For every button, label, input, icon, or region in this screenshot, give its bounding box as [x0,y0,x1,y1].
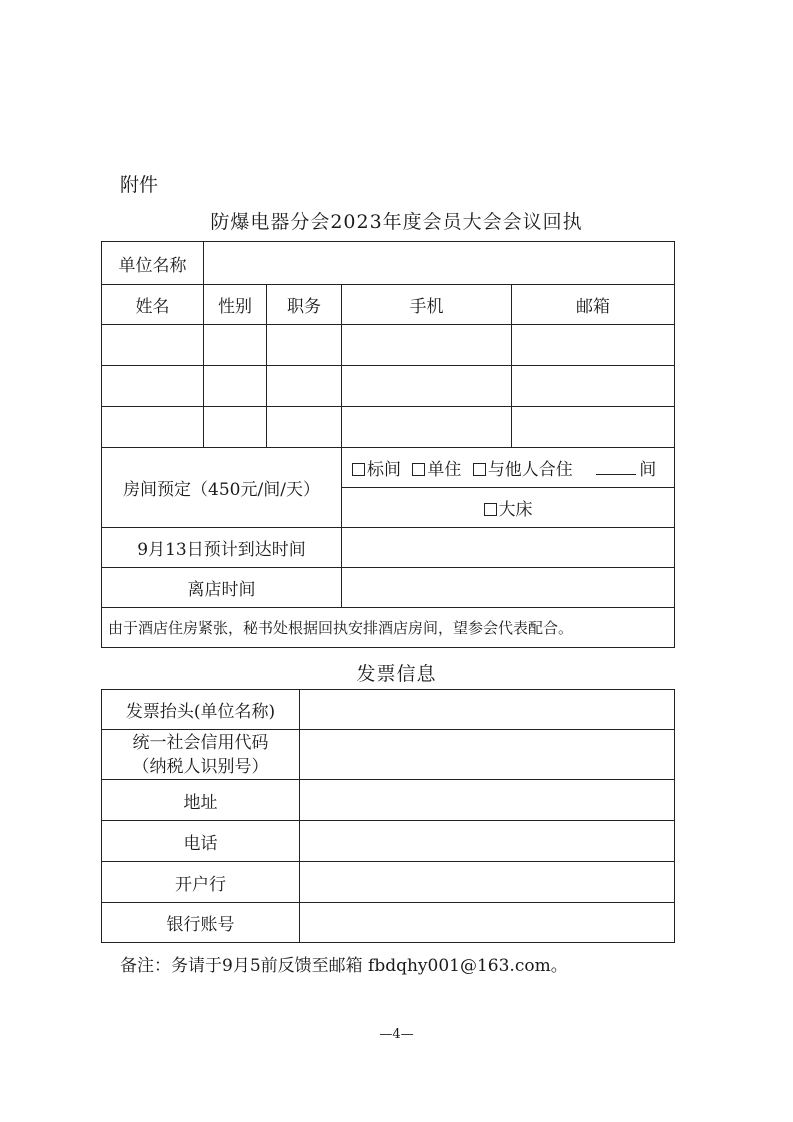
king-bed-option [342,488,675,528]
unit-name-field[interactable] [204,242,675,285]
hotel-note: 由于酒店住房紧张，秘书处根据回执安排酒店房间，望参会代表配合。 [102,608,675,648]
position-header: 职务 [267,285,342,325]
attendee-row [102,325,675,366]
single-room-label: 单住 [427,460,462,480]
king-bed-label: 大床 [498,500,533,520]
attendee-gender-cell[interactable] [204,325,267,366]
invoice-header-label: 发票抬头(单位名称) [102,690,300,730]
credit-code-line2: （纳税人识别号） [132,756,269,777]
bank-label: 开户行 [102,862,300,903]
attendee-row [102,366,675,407]
invoice-table [101,689,675,943]
share-room-label: 与他人合住 [487,460,573,480]
phone-field[interactable] [300,821,675,862]
attendee-position-cell[interactable] [267,366,342,407]
invoice-section-title: 发票信息 [356,663,437,685]
checkout-time-label: 离店时间 [102,568,342,608]
credit-code-line1: 统一社会信用代码 [132,732,269,753]
remark-note: 备注：务请于9月5前反馈至邮箱 fbdqhy001@163.com。 [120,956,568,976]
room-unit-label: 间 [639,460,657,480]
invoice-header-field[interactable] [300,690,675,730]
attendee-email-cell[interactable] [512,366,675,407]
standard-room-checkbox[interactable] [352,463,365,476]
arrival-time-field[interactable] [342,528,675,568]
room-count-blank[interactable] [596,474,636,475]
registration-table [101,241,675,648]
form-title: 防爆电器分会2023年度会员大会会议回执 [210,211,583,233]
arrival-time-label: 9月13日预计到达时间 [102,528,342,568]
standard-room-label: 标间 [367,460,401,480]
credit-code-label [102,730,300,780]
address-label: 地址 [102,780,300,821]
email-header: 邮箱 [512,285,675,325]
king-bed-checkbox[interactable] [484,503,497,516]
checkout-time-field[interactable] [342,568,675,608]
bank-field[interactable] [300,862,675,903]
phone-label: 电话 [102,821,300,862]
attendee-position-cell[interactable] [267,325,342,366]
attendee-name-cell[interactable] [102,407,204,448]
address-field[interactable] [300,780,675,821]
attendee-name-cell[interactable] [102,366,204,407]
account-field[interactable] [300,903,675,943]
attendee-position-cell[interactable] [267,407,342,448]
account-label: 银行账号 [102,903,300,943]
attendee-gender-cell[interactable] [204,366,267,407]
attendee-mobile-cell[interactable] [342,325,512,366]
attendee-row [102,407,675,448]
room-type-options [342,448,675,488]
mobile-header: 手机 [342,285,512,325]
name-header: 姓名 [102,285,204,325]
attendee-mobile-cell[interactable] [342,366,512,407]
attendee-name-cell[interactable] [102,325,204,366]
page-number: —4— [379,1027,414,1042]
attendee-email-cell[interactable] [512,407,675,448]
attachment-label: 附件 [120,174,159,196]
attendee-gender-cell[interactable] [204,407,267,448]
credit-code-field[interactable] [300,730,675,780]
single-room-checkbox[interactable] [412,463,425,476]
share-room-checkbox[interactable] [473,463,486,476]
gender-header: 性别 [204,285,267,325]
room-booking-label: 房间预定（450元/间/天） [102,448,342,528]
attendee-mobile-cell[interactable] [342,407,512,448]
unit-name-label: 单位名称 [102,242,204,285]
attendee-email-cell[interactable] [512,325,675,366]
